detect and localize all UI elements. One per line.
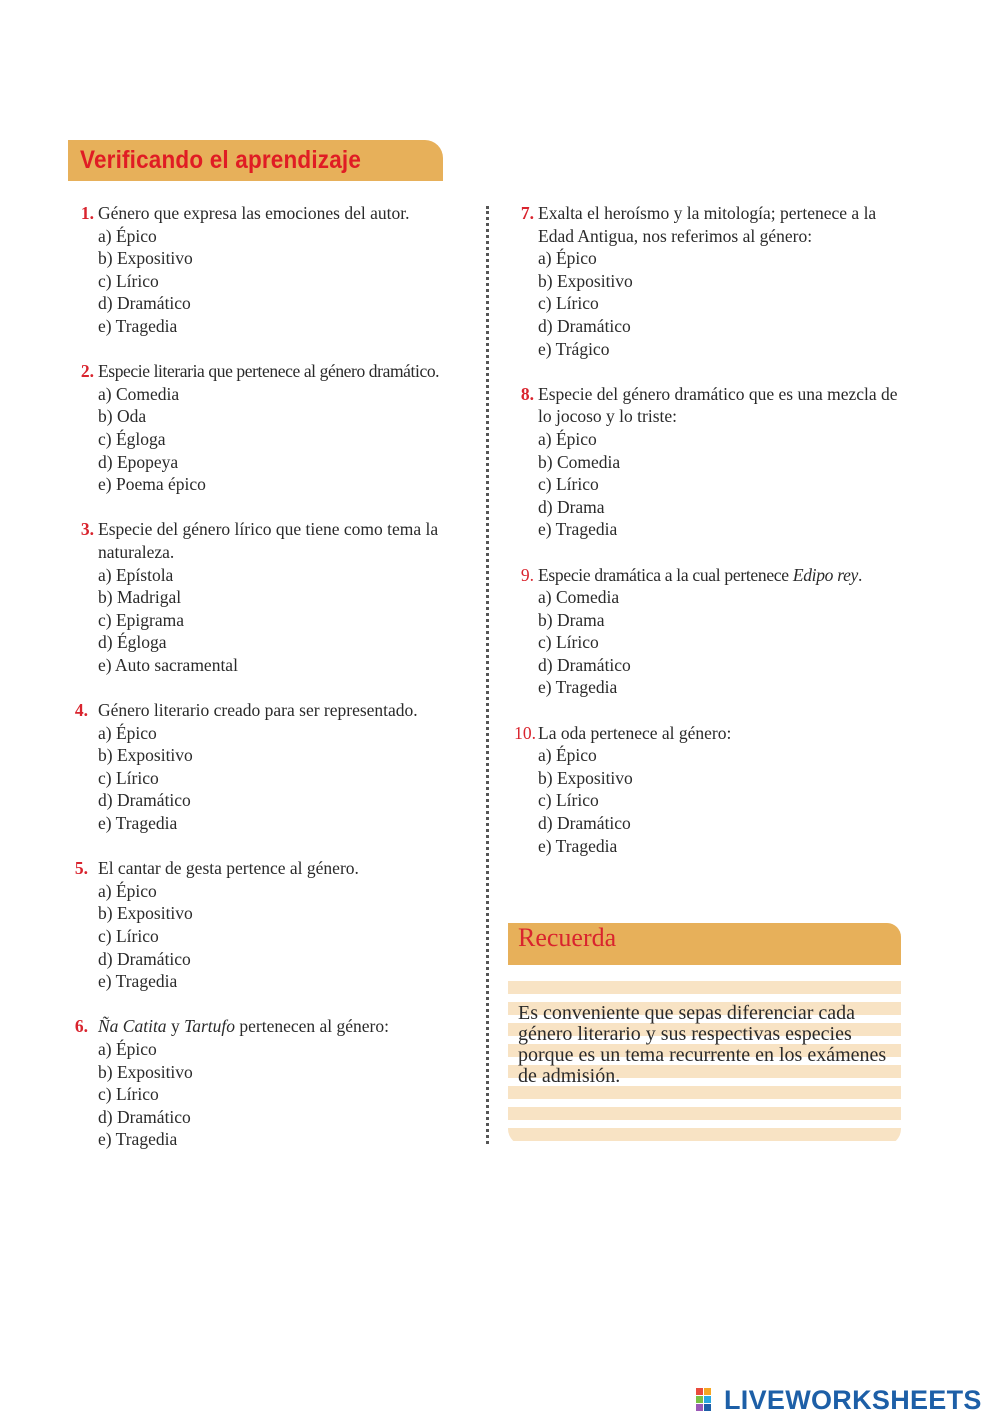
option-b[interactable]: b) Expositivo: [98, 248, 193, 269]
question-6: [68, 1015, 468, 1151]
option-a[interactable]: a) Épico: [538, 248, 597, 269]
option-e[interactable]: e) Tragedia: [98, 971, 178, 992]
recuerda-text: Es conveniente que sepas diferenciar cada género literario y sus respectivas especies porque es un tema recurrente en los exámenes de admisión.: [518, 1002, 887, 1087]
option-a[interactable]: a) Épico: [98, 1038, 157, 1059]
option-d[interactable]: d) Dramático: [538, 315, 631, 336]
text-start: Especie dramática a la cual pertenece: [538, 564, 793, 585]
question-number: 4.: [74, 700, 88, 721]
option-d[interactable]: d) Dramático: [538, 654, 631, 675]
option-c[interactable]: c) Lírico: [98, 1084, 159, 1105]
recuerda-box: [508, 923, 901, 1145]
option-c[interactable]: c) Lírico: [538, 790, 599, 811]
option-c[interactable]: c) Lírico: [538, 632, 599, 653]
option-a[interactable]: a) Comedia: [538, 587, 620, 608]
option-a[interactable]: a) Épico: [538, 745, 597, 766]
question-3: [68, 518, 468, 676]
question-1: [68, 202, 468, 338]
option-b[interactable]: b) Drama: [538, 609, 605, 630]
option-b[interactable]: b) Madrigal: [98, 587, 182, 608]
question-number: 8.: [520, 383, 534, 404]
option-a[interactable]: a) Épico: [98, 722, 157, 743]
option-b[interactable]: b) Oda: [98, 406, 147, 427]
watermark-text: LIVEWORKSHEETS: [724, 1384, 982, 1415]
option-d[interactable]: d) Dramático: [98, 293, 191, 314]
option-a[interactable]: a) Epístola: [98, 564, 174, 585]
question-text: Especie literaria que pertenece al género dramático.: [98, 361, 440, 382]
section-banner: [68, 140, 443, 181]
questions-left-column: [68, 202, 468, 1174]
question-text: Especie del género dramático que es una mezcla de lo jocoso y lo triste:: [538, 383, 898, 427]
option-b[interactable]: b) Expositivo: [98, 745, 193, 766]
option-b[interactable]: b) Expositivo: [538, 767, 633, 788]
option-c[interactable]: c) Lírico: [98, 270, 159, 291]
text-connector: y: [166, 1016, 185, 1037]
question-text: Especie del género lírico que tiene como tema la naturaleza.: [98, 519, 439, 562]
title-tartufo: Tartufo: [184, 1016, 235, 1037]
liveworksheets-watermark: [696, 1385, 982, 1415]
option-a[interactable]: a) Épico: [538, 428, 597, 449]
question-10: [508, 722, 908, 858]
question-number: 9.: [520, 564, 534, 585]
option-c[interactable]: c) Lírico: [538, 293, 599, 314]
option-a[interactable]: a) Épico: [98, 880, 157, 901]
option-e[interactable]: e) Auto sacramental: [98, 654, 238, 675]
option-b[interactable]: b) Expositivo: [538, 270, 633, 291]
option-e[interactable]: e) Trágico: [538, 338, 610, 359]
question-5: [68, 857, 468, 993]
question-number: 1.: [80, 203, 94, 223]
title-edipo-rey: Edipo rey: [792, 564, 859, 585]
option-d[interactable]: d) Dramático: [538, 813, 631, 834]
question-7: [508, 202, 908, 360]
option-d[interactable]: d) Dramático: [98, 790, 191, 811]
option-e[interactable]: e) Poema épico: [98, 474, 206, 495]
option-a[interactable]: a) Épico: [98, 225, 157, 246]
option-d[interactable]: d) Dramático: [98, 1106, 191, 1127]
question-number: 2.: [80, 361, 94, 382]
text-end: .: [858, 564, 863, 585]
question-9: [508, 564, 908, 700]
question-text: Género literario creado para ser representado.: [98, 700, 418, 721]
option-c[interactable]: c) Lírico: [98, 767, 159, 788]
option-e[interactable]: e) Tragedia: [98, 1129, 178, 1150]
question-8: [508, 383, 908, 541]
question-4: [68, 699, 468, 835]
option-a[interactable]: a) Comedia: [98, 383, 180, 404]
question-text: Género que expresa las emociones del autor.: [98, 203, 410, 223]
option-d[interactable]: d) Drama: [538, 496, 605, 517]
text-end: pertenecen al género:: [234, 1016, 389, 1037]
option-b[interactable]: b) Comedia: [538, 451, 621, 472]
option-e[interactable]: e) Tragedia: [98, 315, 178, 336]
question-text: La oda pertenece al género:: [538, 722, 732, 743]
question-text: Exalta el heroísmo y la mitología; pertenece a la Edad Antigua, nos referimos al género:: [538, 203, 877, 246]
question-number: 5.: [74, 858, 88, 879]
recuerda-header: [508, 923, 901, 965]
question-2: [68, 360, 468, 496]
question-number: 10.: [514, 722, 536, 743]
question-text: [538, 564, 908, 587]
question-number: 6.: [74, 1016, 88, 1037]
question-text: [98, 1015, 468, 1038]
option-d[interactable]: d) Égloga: [98, 632, 167, 653]
option-e[interactable]: e) Tragedia: [98, 813, 178, 834]
liveworksheets-logo-icon: [696, 1388, 720, 1412]
question-number: 7.: [520, 203, 534, 223]
option-c[interactable]: c) Lírico: [98, 926, 159, 946]
option-d[interactable]: d) Epopeya: [98, 451, 179, 472]
title-na-catita: Ña Catita: [98, 1016, 167, 1037]
question-text: El cantar de gesta pertence al género.: [98, 858, 359, 879]
option-d[interactable]: d) Dramático: [98, 948, 191, 969]
column-divider: [486, 206, 489, 1144]
option-c[interactable]: c) Lírico: [538, 474, 599, 495]
option-b[interactable]: b) Expositivo: [98, 1061, 193, 1082]
option-e[interactable]: e) Tragedia: [538, 835, 618, 856]
questions-right-column: [508, 202, 908, 880]
option-c[interactable]: c) Epigrama: [98, 609, 184, 630]
recuerda-title: Recuerda: [518, 923, 617, 952]
option-c[interactable]: c) Égloga: [98, 428, 166, 449]
question-number: 3.: [80, 519, 94, 540]
option-e[interactable]: e) Tragedia: [538, 677, 618, 698]
section-title: Verificando el aprendizaje: [80, 146, 362, 174]
option-e[interactable]: e) Tragedia: [538, 519, 618, 540]
option-b[interactable]: b) Expositivo: [98, 903, 193, 924]
